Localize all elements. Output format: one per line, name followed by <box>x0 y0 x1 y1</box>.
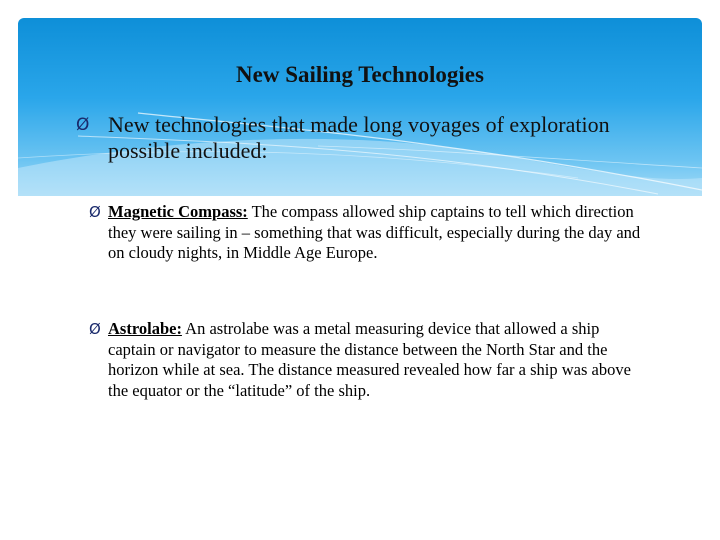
bullet-text: The compass allowed ship captains to tell which direction they were sailing in – something that was difficult, especially during the day and on cloudy nights, in Middle Age Europe. <box>108 202 641 262</box>
term-magnetic-compass: Magnetic Compass: <box>108 202 248 221</box>
intro-text: New technologies that made long voyages of exploration possible included: <box>108 112 610 163</box>
arrow-bullet-icon: Ø <box>89 203 101 221</box>
intro-bullet <box>76 112 650 164</box>
wave-decoration <box>18 18 702 196</box>
slide-title: New Sailing Technologies <box>236 62 484 87</box>
header-band <box>18 18 702 196</box>
arrow-bullet-icon: Ø <box>89 320 101 338</box>
term-astrolabe: Astrolabe: <box>108 319 182 338</box>
bullet-astrolabe <box>89 319 649 401</box>
bullet-text: An astrolabe was a metal measuring device that allowed a ship captain or navigator to measure the distance between the North Star and the horizon while at sea. The distance measured revealed how far a ship was above the equator or the “latitude” of the ship. <box>108 319 631 400</box>
arrow-bullet-icon: Ø <box>76 115 90 135</box>
bullet-magnetic-compass <box>89 202 649 264</box>
